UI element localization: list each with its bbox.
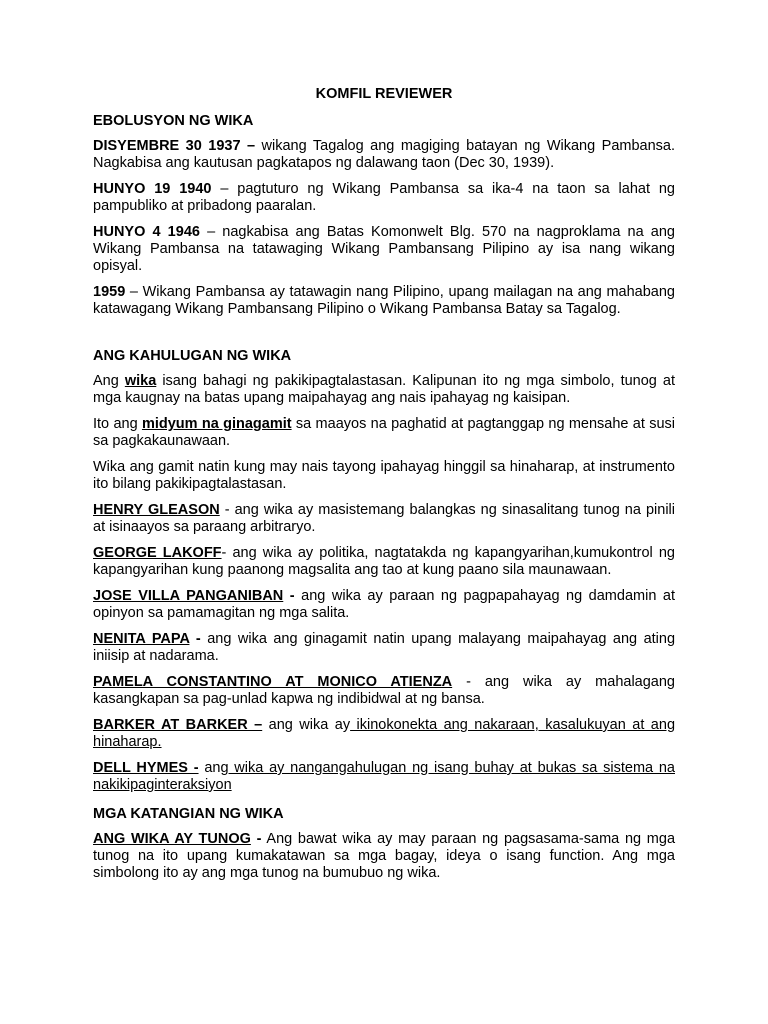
definition-lakoff xyxy=(93,545,675,579)
dash: - xyxy=(189,631,201,647)
definition-papa xyxy=(93,631,675,665)
section-heading-traits: MGA KATANGIAN NG WIKA xyxy=(93,806,284,822)
dash: - xyxy=(283,588,295,604)
keyword-wika: wika xyxy=(124,373,157,389)
entry-label: 1959 xyxy=(93,284,126,300)
text-run: sa maayos na paghatid at pagtanggap ng mensahe at susi sa pagkakaunawaan. xyxy=(93,416,675,449)
evolution-entry-1940 xyxy=(93,181,675,215)
definition-text: ang wika ay xyxy=(262,717,351,733)
definition-text: - ang wika ay mahalagang kasangkapan sa pag-unlad kapwa ng indibidwal at ng bansa. xyxy=(93,674,675,707)
text-run: isang bahagi ng pakikipagtalastasan. Kalipunan ito ng mga simbolo, tunog at mga kaugnay na batas upang maipahayag ang nais ipahayag ng kaisipan. xyxy=(93,373,675,406)
meaning-paragraph-3: Wika ang gamit natin kung may nais tayong ipahayag hinggil sa hinaharap, at instrumento ito bilang pakikipagtalastasan. xyxy=(93,459,675,492)
definition-text: - ang wika ay masistemang balangkas ng sinasalitang tunog na pinili at isinaayos sa paraang arbitraryo. xyxy=(93,502,675,535)
author-name: NENITA PAPA xyxy=(93,631,190,647)
entry-text: – Wikang Pambansa ay tatawagin nang Pilipino, upang mailagan na ang mahabang katawagang Wikang Pambansang Pilipino o Wikang Pambansa Batay sa Tagalog. xyxy=(93,284,675,317)
definition-text: ang wika ang ginagamit natin upang malayang maipahayag ang ating iniisip at nadarama. xyxy=(93,631,676,664)
author-name: DELL HYMES - xyxy=(93,760,199,776)
trait-name: ANG WIKA AY TUNOG xyxy=(93,831,251,847)
dash: - xyxy=(250,831,262,847)
entry-label: HUNYO 19 1940 xyxy=(93,181,212,197)
trait-wika-ay-tunog xyxy=(93,831,675,882)
document-title: KOMFIL REVIEWER xyxy=(315,86,453,102)
definition-text: - ang wika ay politika, nagtatakda ng kapangyarihan,kumukontrol ng kapangyarihan kung paanong magsalita ang tao at kung paano sila maunawaan. xyxy=(93,545,675,578)
author-name: HENRY GLEASON xyxy=(93,502,220,518)
entry-label: HUNYO 4 1946 xyxy=(93,224,200,240)
author-name: JOSE VILLA PANGANIBAN xyxy=(93,588,284,604)
author-name: GEORGE LAKOFF xyxy=(93,545,222,561)
author-name: BARKER AT BARKER – xyxy=(93,717,263,733)
definition-barker xyxy=(93,717,675,751)
entry-text: – nagkabisa ang Batas Komonwelt Blg. 570 na nagproklama na ang Wikang Pambansa na tatawaging Wikang Pambansang Pilipino ay isa nang wikang opisyal. xyxy=(93,224,675,274)
evolution-entry-1946 xyxy=(93,224,675,275)
definition-panganiban xyxy=(93,588,675,622)
text-run: Ang xyxy=(93,373,125,389)
entry-text: wikang Tagalog ang magiging batayan ng Wikang Pambansa. Nagkabisa ang kautusan pagkatapos ng dalawang taon (Dec 30, 1939). xyxy=(93,138,675,171)
definition-constantino xyxy=(93,674,675,708)
trait-text: Ang bawat wika ay may paraan ng pagsasama-sama ng mga tunog na ito upang kumakatawan sa mga bagay, ideya o isang function. Ang mga simbolong ito ay ang mga tunog na bumubuo ng wika. xyxy=(93,831,676,881)
section-heading-evolution: EBOLUSYON NG WIKA xyxy=(93,113,254,129)
evolution-entry-1937 xyxy=(93,138,675,172)
evolution-entry-1959 xyxy=(93,284,675,318)
definition-text-underlined: wika ay nangangahulugan ng isang buhay at bukas sa sistema na nakikipaginteraksiyon xyxy=(93,760,675,793)
definition-hymes xyxy=(93,760,675,794)
section-heading-meaning: ANG KAHULUGAN NG WIKA xyxy=(93,348,292,364)
definition-text: ang wika ay paraan ng pagpapahayag ng damdamin at opinyon sa pamamagitan ng mga salita. xyxy=(93,588,675,621)
definition-gleason xyxy=(93,502,675,536)
meaning-paragraph-1 xyxy=(93,373,675,407)
keyword-midyum: midyum na ginagamit xyxy=(141,416,292,432)
entry-label: DISYEMBRE 30 1937 – xyxy=(93,138,256,154)
definition-text: ang xyxy=(198,760,229,776)
text-run: Ito ang xyxy=(93,416,142,432)
entry-text: – pagtuturo ng Wikang Pambansa sa ika-4 na taon sa lahat ng pampubliko at pribadong paaralan. xyxy=(93,181,675,214)
definition-text-underlined: ikinokonekta ang nakaraan, kasalukuyan at ang hinaharap. xyxy=(93,717,676,750)
author-name: PAMELA CONSTANTINO AT MONICO ATIENZA xyxy=(93,674,453,690)
meaning-paragraph-2 xyxy=(93,416,675,450)
